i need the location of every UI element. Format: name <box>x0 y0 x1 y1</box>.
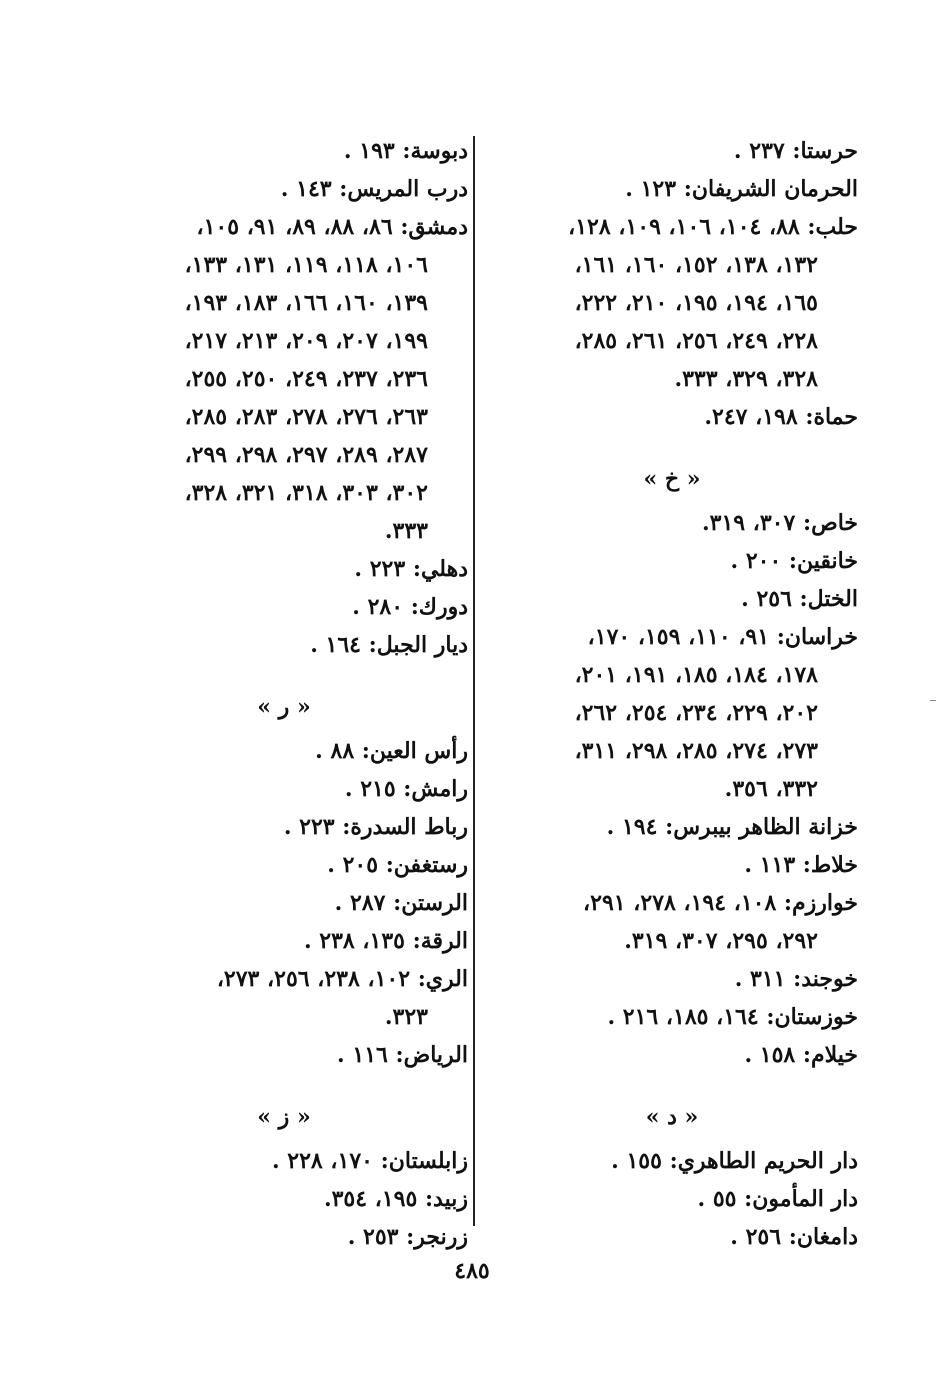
index-entry-continuation: ١٩٩، ٢٠٧، ٢٠٩، ٢١٣، ٢١٧، <box>184 328 428 354</box>
page-number: ٤٨٥ <box>454 1258 490 1284</box>
index-entry: زبيد: ١٩٥، ٣٥٤. <box>323 1186 468 1212</box>
index-entry: ديار الجبل: ١٦٤ . <box>310 632 468 658</box>
index-entry: الري: ١٠٢، ٢٣٨، ٢٥٦، ٢٧٣، <box>216 966 468 992</box>
index-entry: الرياض: ١١٦ . <box>337 1042 468 1068</box>
index-entry-continuation: ٣٢٨، ٣٢٩، ٣٣٣. <box>674 366 818 392</box>
index-entry: الحرمان الشريفان: ١٢٣ . <box>625 176 858 202</box>
index-entry-continuation: ٣٣٣. <box>384 518 428 544</box>
index-entry-continuation: ٣٣٢، ٣٥٦. <box>724 776 818 802</box>
index-entry: دورك: ٢٨٠ . <box>352 594 468 620</box>
index-entry-continuation: ٢٠٢، ٢٢٩، ٢٣٤، ٢٥٤، ٢٦٢، <box>574 700 818 726</box>
index-entry-continuation: ١٠٦، ١١٨، ١١٩، ١٣١، ١٣٣، <box>184 252 428 278</box>
index-column-left <box>100 132 468 1256</box>
index-entry: خاص: ٣٠٧، ٣١٩. <box>701 510 858 536</box>
index-entry: خلاط: ١١٣ . <box>744 852 858 878</box>
index-entry: حلب: ٨٨، ١٠٤، ١٠٦، ١٠٩، ١٢٨، <box>568 214 858 240</box>
index-entry: درب المريس: ١٤٣ . <box>280 176 468 202</box>
section-letter-heading: « خ » <box>643 466 701 492</box>
index-entry: خوزستان: ١٦٤، ١٨٥، ٢١٦ . <box>607 1004 858 1030</box>
index-entry: رستغفن: ٢٠٥ . <box>327 852 468 878</box>
index-entry: دار المأمون: ٥٥ . <box>697 1186 858 1212</box>
index-entry-continuation: ٢٦٣، ٢٧٦، ٢٧٨، ٢٨٣، ٢٨٥، <box>184 404 428 430</box>
index-entry: دمشق: ٨٦، ٨٨، ٨٩، ٩١، ١٠٥، <box>196 214 468 240</box>
index-entry: دار الحريم الطاهري: ١٥٥ . <box>611 1148 858 1174</box>
index-entry: خانقين: ٢٠٠ . <box>730 548 858 574</box>
index-entry-continuation: ١٧٨، ١٨٤، ١٨٥، ١٩١، ٢٠١، <box>574 662 818 688</box>
index-entry: زرنجر: ٢٥٣ . <box>347 1224 468 1250</box>
margin-mark <box>930 700 936 701</box>
index-entry: الرستن: ٢٨٧ . <box>334 890 468 916</box>
section-letter-heading: « ز » <box>257 1104 311 1130</box>
index-entry: خزانة الظاهر بيبرس: ١٩٤ . <box>606 814 858 840</box>
index-entry: الختل: ٢٥٦ . <box>741 586 858 612</box>
index-entry: خراسان: ٩١، ١١٠، ١٥٩، ١٧٠، <box>587 624 858 650</box>
index-entry: حماة: ١٩٨، ٢٤٧. <box>704 404 858 430</box>
index-entry-continuation: ٣٢٣. <box>384 1004 428 1030</box>
index-entry: زابلستان: ١٧٠، ٢٢٨ . <box>271 1148 468 1174</box>
index-entry-continuation: ٢٨٧، ٢٨٩، ٢٩٧، ٢٩٨، ٢٩٩، <box>184 442 428 468</box>
index-entry-continuation: ٢٣٦، ٢٣٧، ٢٤٩، ٢٥٠، ٢٥٥، <box>184 366 428 392</box>
index-entry: خيلام: ١٥٨ . <box>744 1042 858 1068</box>
index-entry: دامغان: ٢٥٦ . <box>730 1224 858 1250</box>
index-entry: دهلي: ٢٢٣ . <box>354 556 468 582</box>
index-entry: خوارزم: ١٠٨، ١٩٤، ٢٧٨، ٢٩١، <box>583 890 858 916</box>
index-entry: رباط السدرة: ٢٢٣ . <box>283 814 468 840</box>
section-letter-heading: « ر » <box>257 694 311 720</box>
index-entry: دبوسة: ١٩٣ . <box>343 138 468 164</box>
section-letter-heading: « د » <box>645 1104 699 1130</box>
column-divider <box>473 136 475 1226</box>
index-entry-continuation: ١٣٩، ١٦٠، ١٦٦، ١٨٣، ١٩٣، <box>184 290 428 316</box>
index-entry-continuation: ٣٠٢، ٣٠٣، ٣١٨، ٣٢١، ٣٢٨، <box>184 480 428 506</box>
index-entry-continuation: ٢٧٣، ٢٧٤، ٢٨٥، ٢٩٨، ٣١١، <box>574 738 818 764</box>
index-entry: خوجند: ٣١١ . <box>734 966 858 992</box>
index-entry-continuation: ٢٢٨، ٢٤٩، ٢٥٦، ٢٦١، ٢٨٥، <box>574 328 818 354</box>
index-entry-continuation: ١٦٥، ١٩٤، ١٩٥، ٢١٠، ٢٢٢، <box>574 290 818 316</box>
index-entry-continuation: ٢٩٢، ٢٩٥، ٣٠٧، ٣١٩. <box>624 928 818 954</box>
index-entry: حرستا: ٢٣٧ . <box>733 138 858 164</box>
index-entry: رأس العين: ٨٨ . <box>315 738 468 764</box>
index-entry-continuation: ١٣٢، ١٣٨، ١٥٢، ١٦٠، ١٦١، <box>574 252 818 278</box>
index-entry: رامش: ٢١٥ . <box>344 776 468 802</box>
index-entry: الرقة: ١٣٥، ٢٣٨ . <box>303 928 468 954</box>
index-column-right <box>486 132 858 1256</box>
